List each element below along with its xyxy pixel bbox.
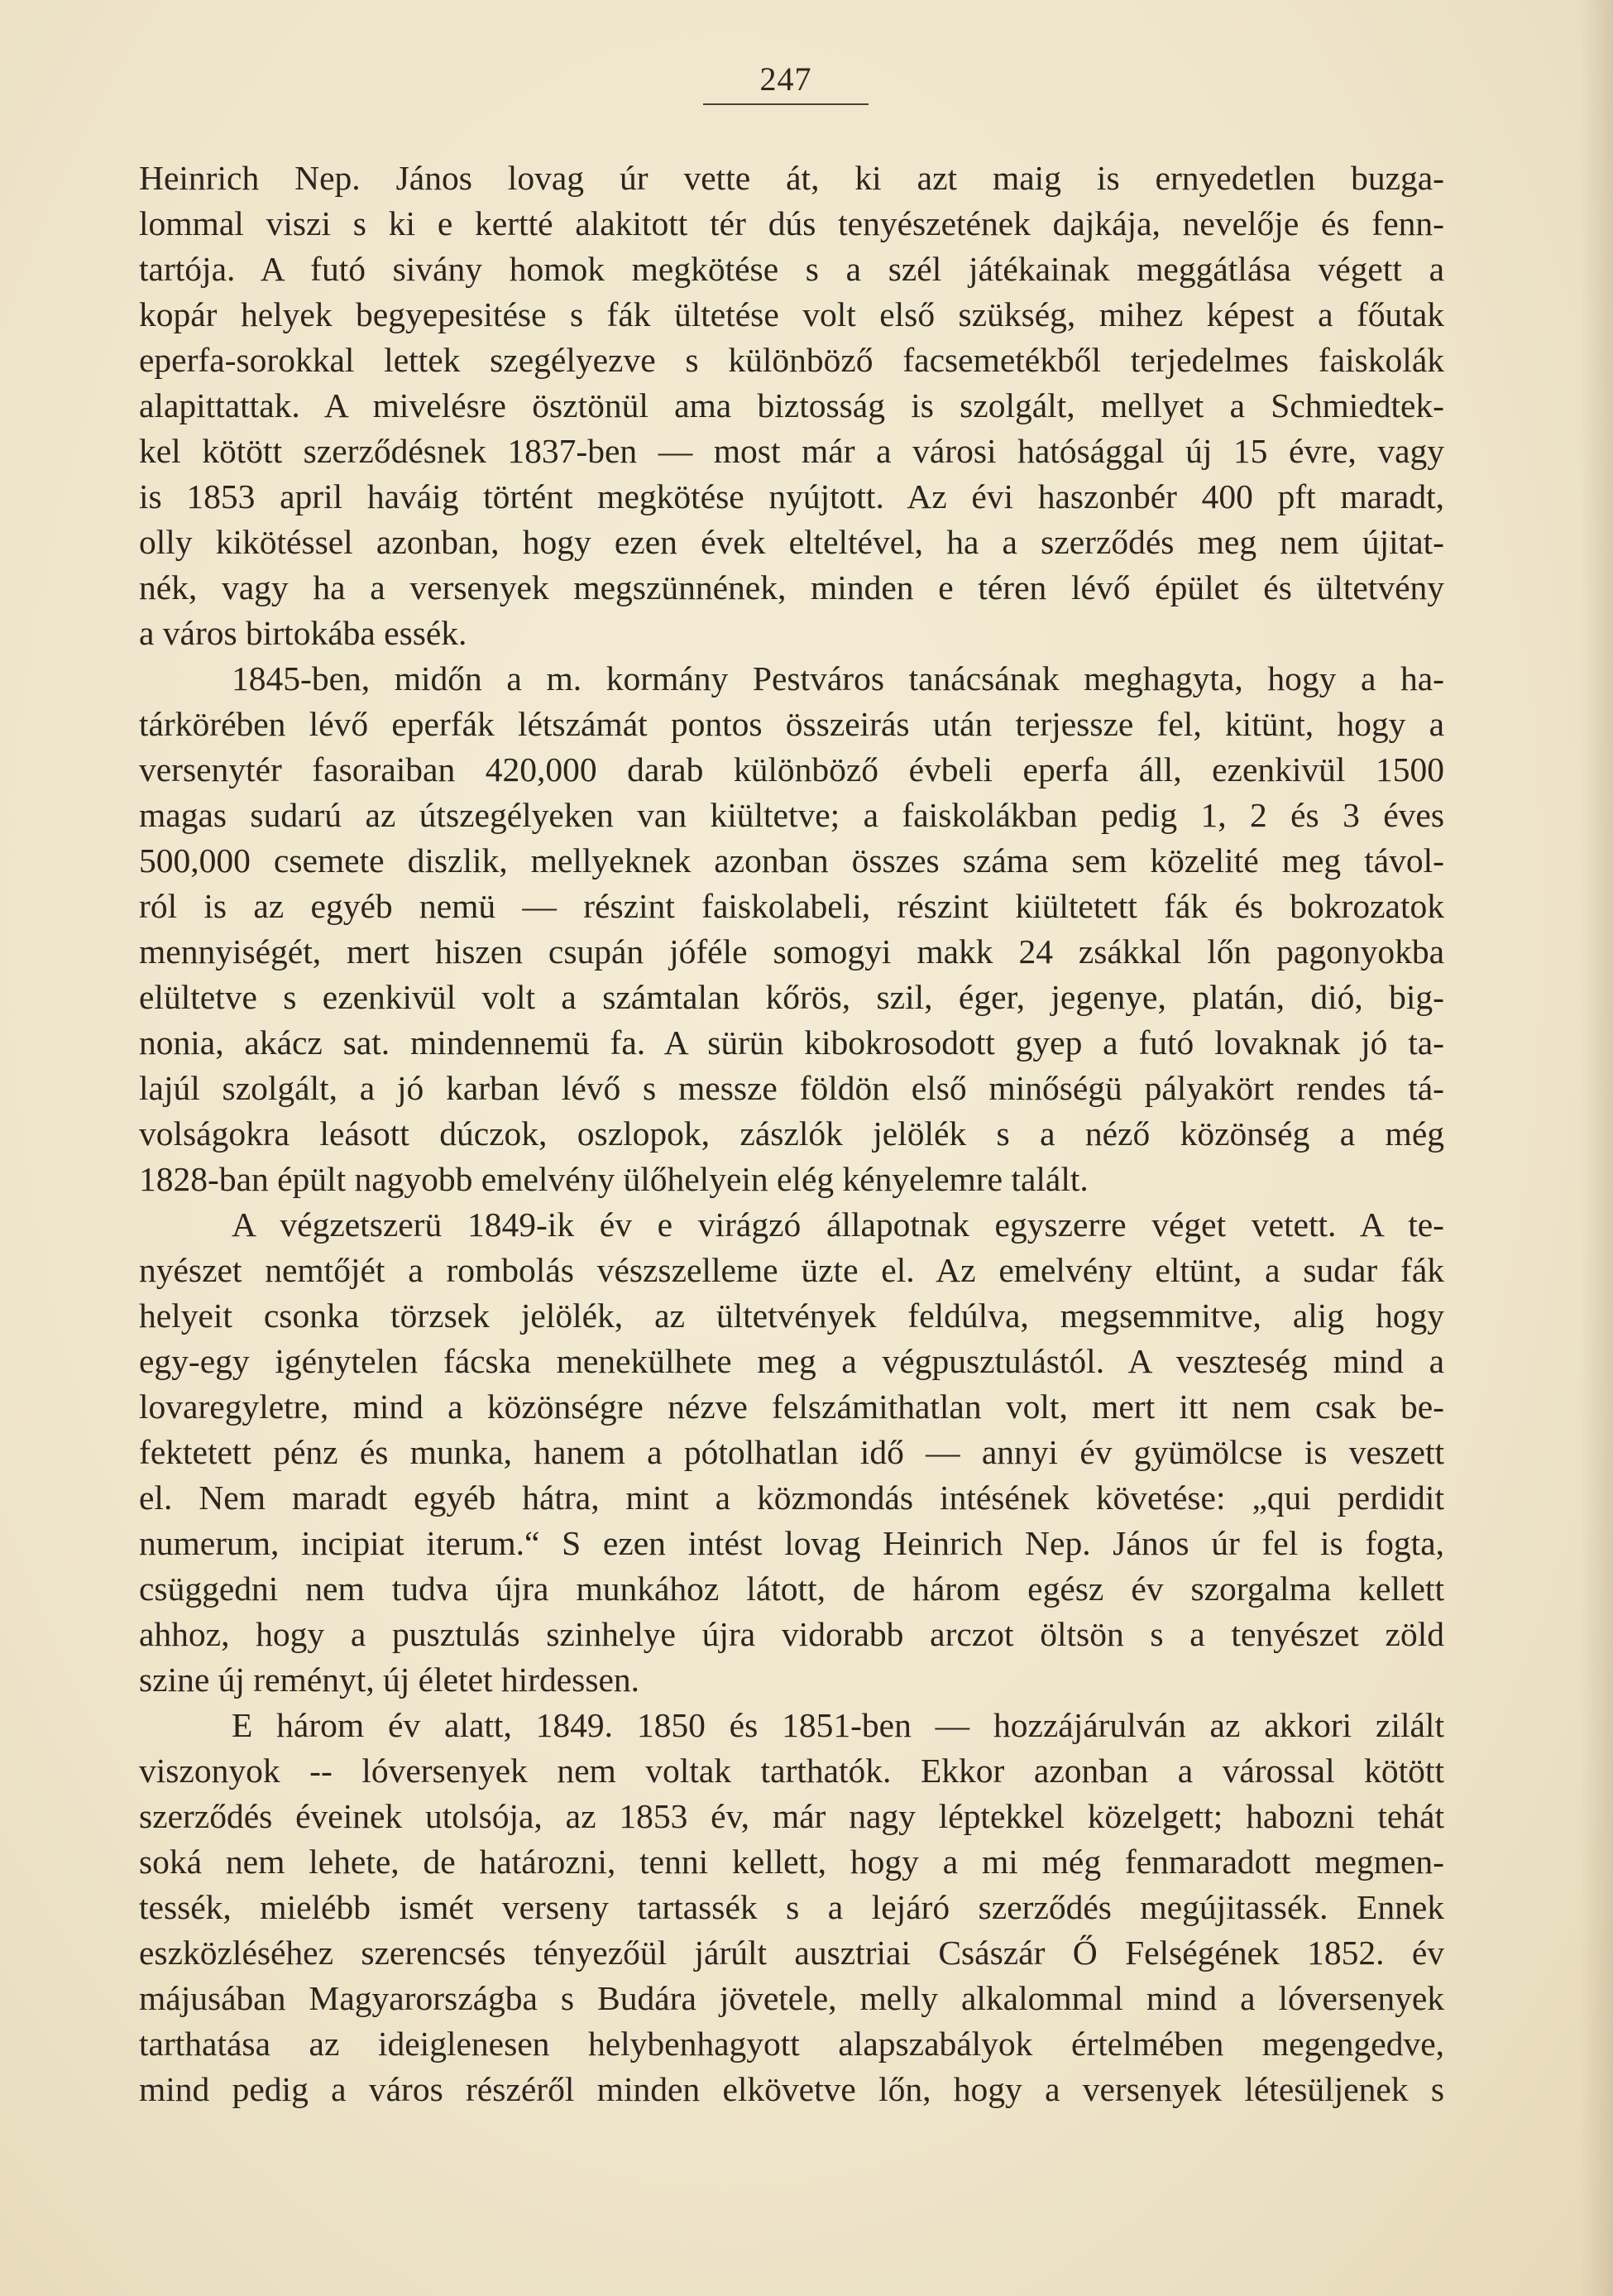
- text-line: versenytér fasoraiban 420,000 darab különböző évbeli eperfa áll, ezenkivül 1500: [139, 750, 1444, 789]
- text-line: nyészet nemtőjét a rombolás vészszelleme üzte el. Az emelvény eltünt, a sudar fák: [139, 1251, 1444, 1289]
- text-line: csüggedni nem tudva újra munkához látott, de három egész év szorgalma kellett: [139, 1570, 1444, 1608]
- text-line: kel kötött szerződésnek 1837-ben — most már a városi hatósággal új 15 évre, vagy: [139, 432, 1444, 470]
- text-line: lovaregyletre, mind a közönségre nézve felszámithatlan volt, mert itt nem csak be-: [139, 1388, 1444, 1426]
- text-line: viszonyok -- lóversenyek nem voltak tarthatók. Ekkor azonban a várossal kötött: [139, 1752, 1444, 1790]
- text-line: nonia, akácz sat. mindennemü fa. A sürün kibokrosodott gyep a futó lovaknak jó ta-: [139, 1023, 1444, 1062]
- text-line: tarthatása az ideiglenesen helybenhagyott alapszabályok értelmében megengedve,: [139, 2025, 1444, 2063]
- text-line: volságokra leásott dúczok, oszlopok, zászlók jelölék s a néző közönség a még: [139, 1114, 1444, 1153]
- text-line: szerződés éveinek utolsója, az 1853 év, már nagy léptekkel közelgett; habozni tehát: [139, 1797, 1444, 1835]
- text-line: alapittattak. A mivelésre ösztönül ama biztosság is szolgált, mellyet a Schmiedtek-: [139, 386, 1444, 424]
- text-line: lommal viszi s ki e kertté alakitott tér dús tenyészetének dajkája, nevelője és fenn-: [139, 204, 1444, 242]
- page-header: [703, 60, 869, 105]
- text-line: olly kikötéssel azonban, hogy ezen évek elteltével, ha a szerződés meg nem újitat-: [139, 523, 1444, 561]
- text-line: nék, vagy ha a versenyek megszünnének, minden e téren lévő épület és ültetvény: [139, 568, 1444, 606]
- text-line: májusában Magyarországba s Budára jövetele, melly alkalommal mind a lóversenyek: [139, 1979, 1444, 2017]
- paragraph-first-line: A végzetszerü 1849-ik év e virágzó állapotnak egyszerre véget vetett. A te-: [232, 1206, 1444, 1244]
- text-line: Heinrich Nep. János lovag úr vette át, ki azt maig is ernyedetlen buzga-: [139, 159, 1444, 197]
- text-line: elültetve s ezenkivül volt a számtalan kőrös, szil, éger, jegenye, platán, dió, big-: [139, 978, 1444, 1016]
- text-line: helyeit csonka törzsek jelölék, az ültetvények feldúlva, megsemmitve, alig hogy: [139, 1297, 1444, 1335]
- text-line: el. Nem maradt egyéb hátra, mint a közmondás intésének követése: „qui perdidit: [139, 1479, 1444, 1517]
- text-line: magas sudarú az útszegélyeken van kiültetve; a faiskolákban pedig 1, 2 és 3 éves: [139, 796, 1444, 834]
- text-line: kopár helyek begyepesitése s fák ültetése volt első szükség, mihez képest a főutak: [139, 295, 1444, 333]
- text-line: ahhoz, hogy a pusztulás szinhelye újra vidorabb arczot öltsön s a tenyészet zöld: [139, 1615, 1444, 1653]
- paragraph-last-line: szine új reményt, új életet hirdessen.: [139, 1661, 640, 1699]
- text-line: eszközléséhez szerencsés tényezőül járúlt ausztriai Császár Ő Felségének 1852. év: [139, 1934, 1444, 1972]
- text-line: tessék, mielébb ismét verseny tartassék s a lejáró szerződés megújitassék. Ennek: [139, 1888, 1444, 1926]
- text-line: soká nem lehete, de határozni, tenni kellett, hogy a mi még fenmaradott megmen-: [139, 1843, 1444, 1881]
- text-line: ról is az egyéb nemü — részint faiskolabeli, részint kiültetett fák és bokrozatok: [139, 887, 1444, 925]
- text-line: mind pedig a város részéről minden elkövetve lőn, hogy a versenyek létesüljenek s: [139, 2070, 1444, 2108]
- text-line: tárkörében lévő eperfák létszámát pontos összeirás után terjessze fel, kitünt, hogy a: [139, 705, 1444, 743]
- paragraph-last-line: a város birtokába essék.: [139, 614, 467, 652]
- text-line: mennyiségét, mert hiszen csupán jóféle somogyi makk 24 zsákkal lőn pagonyokba: [139, 932, 1444, 971]
- text-line: tartója. A futó sivány homok megkötése s a szél játékainak meggátlása végett a: [139, 250, 1444, 288]
- body-text: [139, 156, 1444, 2112]
- page-gutter-shadow: [1580, 0, 1613, 2296]
- text-line: 500,000 csemete diszlik, mellyeknek azonban összes száma sem közelité meg távol-: [139, 841, 1444, 880]
- text-line: fektetett pénz és munka, hanem a pótolhatlan idő — annyi év gyümölcse is veszett: [139, 1433, 1444, 1471]
- text-line: eperfa-sorokkal lettek szegélyezve s különböző facsemetékből terjedelmes faiskolák: [139, 341, 1444, 379]
- page-number: 247: [759, 60, 812, 98]
- paragraph-first-line: 1845-ben, midőn a m. kormány Pestváros tanácsának meghagyta, hogy a ha-: [232, 659, 1444, 697]
- text-line: numerum, incipiat iterum.“ S ezen intést lovag Heinrich Nep. János úr fel is fogta,: [139, 1524, 1444, 1562]
- text-line: egy-egy igénytelen fácska menekülhete meg a végpusztulástól. A veszteség mind a: [139, 1342, 1444, 1380]
- text-line: is 1853 april haváig történt megkötése nyújtott. Az évi haszonbér 400 pft maradt,: [139, 477, 1444, 515]
- paragraph-last-line: 1828-ban épült nagyobb emelvény ülőhelyein elég kényelemre talált.: [139, 1160, 1089, 1198]
- text-line: lajúl szolgált, a jó karban lévő s messze földön első minőségü pályakört rendes tá-: [139, 1069, 1444, 1107]
- paragraph-first-line: E három év alatt, 1849. 1850 és 1851-ben — hozzájárulván az akkori zilált: [232, 1706, 1444, 1744]
- header-rule: [703, 103, 869, 105]
